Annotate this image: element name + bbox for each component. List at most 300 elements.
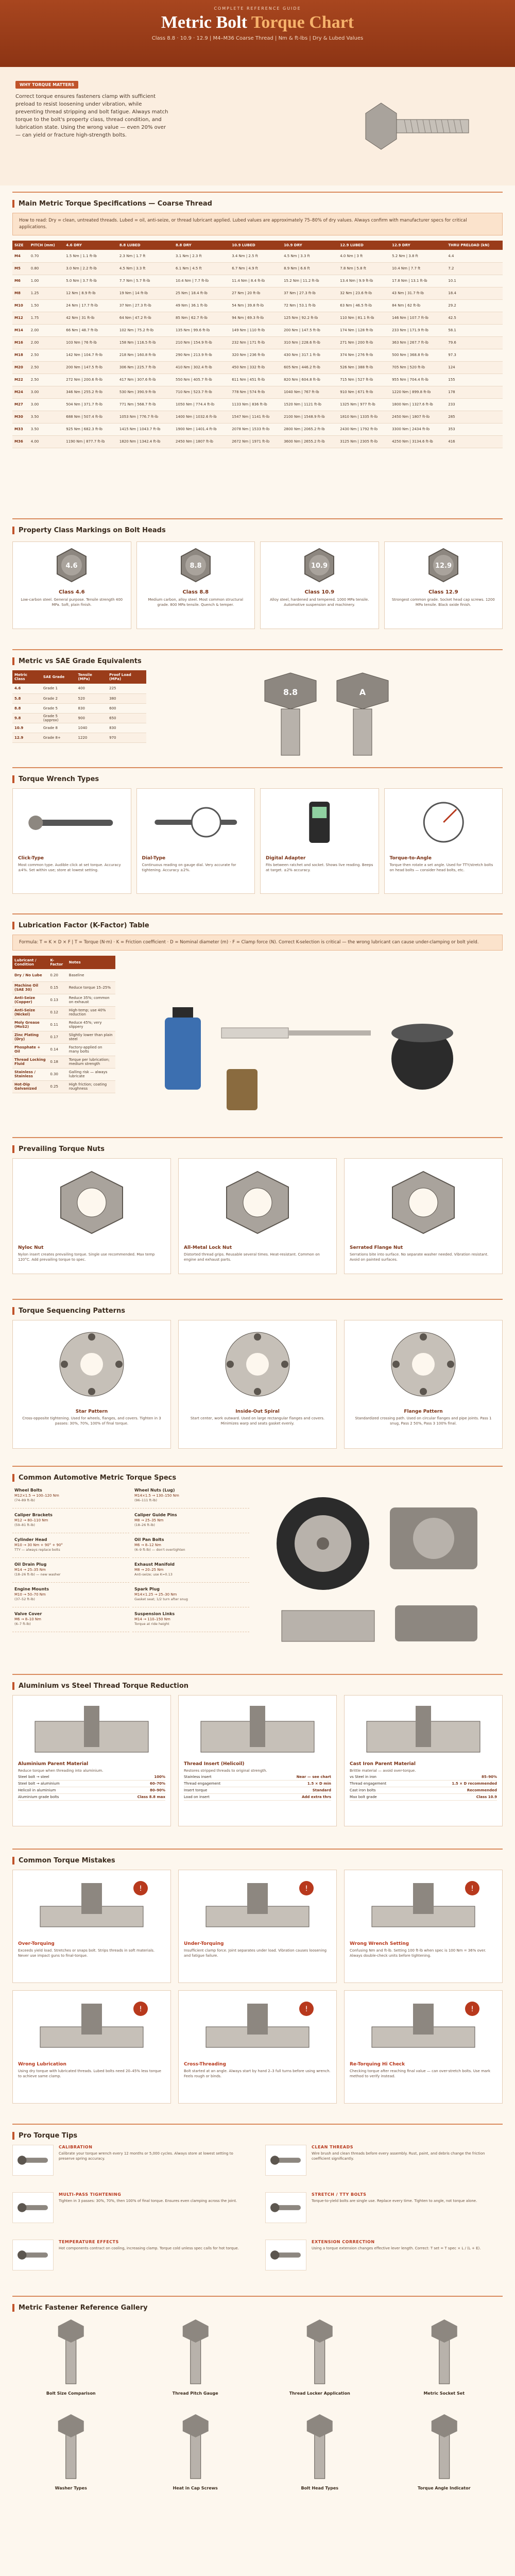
table-cell: 4.6 bbox=[12, 684, 41, 693]
table-cell: 84 Nm | 62 ft-lb bbox=[390, 299, 446, 312]
torque-wrench-icon bbox=[390, 794, 497, 851]
table-row bbox=[12, 349, 503, 361]
auto-spec-item bbox=[12, 1512, 129, 1533]
table-cell: 4.5 Nm | 3.3 ft bbox=[117, 262, 174, 275]
fastener-photo bbox=[386, 2317, 503, 2389]
table-row bbox=[12, 733, 146, 742]
table-cell: 7.2 bbox=[446, 262, 503, 275]
warning-illustration bbox=[350, 1875, 497, 1937]
table-row bbox=[12, 969, 115, 981]
spec-range: (74–89 ft-lb) bbox=[14, 1498, 35, 1502]
table-cell: 611 Nm | 451 ft-lb bbox=[230, 374, 282, 386]
gallery-item bbox=[261, 2317, 379, 2404]
table-row bbox=[12, 287, 503, 299]
alum-card bbox=[344, 1695, 503, 1826]
alum-name: Thread Insert (Helicoil) bbox=[184, 1761, 245, 1767]
wrench-card bbox=[136, 788, 255, 894]
auto-spec-item bbox=[12, 1611, 129, 1632]
table-cell: 10.1 bbox=[446, 275, 503, 287]
table-cell: 0.11 bbox=[48, 1019, 66, 1031]
alum-row bbox=[184, 1794, 331, 1801]
table-cell: 705 Nm | 520 ft-lb bbox=[390, 361, 446, 374]
table-cell: Grade 8+ bbox=[41, 733, 76, 742]
table-cell: 925 Nm | 682.3 ft-lb bbox=[64, 423, 117, 435]
warning-illustration bbox=[350, 1996, 497, 2058]
table-cell: Zinc Plating (Dry) bbox=[12, 1031, 48, 1043]
mistakes-section bbox=[0, 1850, 515, 2117]
spec-value: M8 → 20–25 Nm bbox=[134, 1568, 164, 1572]
spec-value: M14×1.25 → 25–30 Nm bbox=[134, 1592, 177, 1597]
sequence-name: Star Pattern bbox=[75, 1409, 108, 1414]
intro-text: Correct torque ensures fasteners clamp with sufficient preload to resist loosening under vibration, while preventing thread stripping and bolt fatigue. Always match torque to the bolt's property class, thread condition, and lubrication state. Using the wrong value — even 20% over — can yield or fracture high-strength bolts. bbox=[15, 94, 168, 138]
spec-range: TTY — always replace bolts bbox=[14, 1548, 60, 1552]
tip-item bbox=[12, 2240, 250, 2280]
wrench-name: Torque-to-Angle bbox=[389, 856, 432, 861]
sequence-desc: Start center, work outward. Used on large rectangular flanges and covers. Minimizes warp and seats gasket evenly. bbox=[190, 1416, 325, 1426]
table-header-row bbox=[12, 241, 503, 250]
wrench-icon bbox=[13, 2145, 53, 2175]
tip-icon bbox=[265, 2145, 306, 2176]
tip-text bbox=[312, 2145, 503, 2185]
table-cell: 2430 Nm | 1792 ft-lb bbox=[338, 423, 390, 435]
alum-row-label: Steel bolt → aluminium bbox=[18, 1782, 60, 1786]
auto-spec-item bbox=[12, 1536, 129, 1558]
auto-spec-item bbox=[132, 1487, 249, 1509]
table-cell: 1325 Nm | 977 ft-lb bbox=[338, 398, 390, 411]
table-cell: Slightly lower than plain steel bbox=[67, 1031, 115, 1043]
spec-range: (59–81 ft-lb) bbox=[14, 1523, 35, 1527]
section-title: Metric Fastener Reference Gallery bbox=[12, 2304, 503, 2312]
table-cell: 7.8 Nm | 5.8 ft bbox=[338, 262, 390, 275]
table-cell: 5.2 Nm | 3.8 ft bbox=[390, 250, 446, 262]
table-cell: 1133 Nm | 836 ft-lb bbox=[230, 398, 282, 411]
torque-wrench-icon bbox=[18, 794, 126, 851]
table-cell: M18 bbox=[12, 349, 29, 361]
table-cell: 410 Nm | 302.4 ft-lb bbox=[174, 361, 230, 374]
tip-icon bbox=[12, 2192, 54, 2223]
table-cell: 1.5 Nm | 1.1 ft-lb bbox=[64, 250, 117, 262]
nut-icon bbox=[18, 1164, 165, 1241]
table-cell: 1220 bbox=[76, 733, 108, 742]
table-cell: 1400 Nm | 1032.6 ft-lb bbox=[174, 411, 230, 423]
table-cell: 15.2 Nm | 11.2 ft-lb bbox=[282, 275, 338, 287]
alum-row bbox=[350, 1787, 497, 1794]
column-header: 10.9 LUBED bbox=[230, 241, 282, 250]
spec-range: (37–52 ft-lb) bbox=[14, 1597, 35, 1601]
table-cell: 8.8 bbox=[12, 703, 41, 713]
table-cell: 430 Nm | 317.1 ft-lb bbox=[282, 349, 338, 361]
sequence-diagram bbox=[385, 1326, 462, 1403]
table-cell: 1810 Nm | 1335 ft-lb bbox=[338, 411, 390, 423]
table-cell: High friction; coating roughness bbox=[67, 1080, 115, 1093]
column-header: 12.9 LUBED bbox=[338, 241, 390, 250]
table-cell: 0.30 bbox=[48, 1068, 66, 1080]
wrench-icon bbox=[13, 2193, 53, 2223]
alum-row bbox=[18, 1781, 165, 1787]
lube-note: Formula: T = K × D × F | T = Torque (N·m) · K = Friction coefficient · D = Nominal diameter (m) · F = Clamp force (N). Correct K-selection is critical — the wrong lubricant can cause under-clamping or bolt yield. bbox=[12, 935, 503, 951]
table-cell: 79.6 bbox=[446, 336, 503, 349]
nuts-row bbox=[12, 1158, 503, 1274]
class-card bbox=[384, 541, 503, 629]
table-cell: 125 Nm | 92.2 ft-lb bbox=[282, 312, 338, 324]
class-desc: Alloy steel, hardened and tempered. 1000 MPa tensile. Automotive suspension and machinery. bbox=[270, 598, 369, 607]
tip-item bbox=[12, 2192, 250, 2232]
torque-wrench-icon bbox=[266, 794, 373, 851]
svg-text:!: ! bbox=[305, 2005, 308, 2013]
mistake-name: Wrong Wrench Setting bbox=[350, 1941, 409, 1946]
table-cell: 450 Nm | 332 ft-lb bbox=[230, 361, 282, 374]
table-cell: 178 bbox=[446, 386, 503, 398]
table-cell: 3300 Nm | 2434 ft-lb bbox=[390, 423, 446, 435]
table-cell: 24 Nm | 17.7 ft-lb bbox=[64, 299, 117, 312]
intro-panel bbox=[0, 67, 515, 185]
table-cell: 600 bbox=[107, 703, 146, 713]
table-cell: 3.50 bbox=[29, 423, 64, 435]
table-cell: 1.00 bbox=[29, 275, 64, 287]
head-mark: 8.8 bbox=[283, 687, 298, 697]
alum-row-label: Thread engagement bbox=[184, 1782, 221, 1786]
automotive-illustration bbox=[256, 1487, 503, 1657]
table-cell: 2450 Nm | 1807 ft-lb bbox=[390, 411, 446, 423]
material-illustration bbox=[184, 1701, 331, 1757]
spec-name: Oil Drain Plug bbox=[14, 1562, 47, 1567]
column-header: Metric Class bbox=[12, 670, 41, 684]
table-cell: 158 Nm | 116.5 ft-lb bbox=[117, 336, 174, 349]
tip-title: STRETCH / TTY BOLTS bbox=[312, 2192, 367, 2197]
table-cell: Grade 5 bbox=[41, 703, 76, 713]
material-illustration bbox=[18, 1701, 165, 1757]
table-cell: M4 bbox=[12, 250, 29, 262]
spec-name: Spark Plug bbox=[134, 1587, 160, 1591]
table-cell: 218 Nm | 160.8 ft-lb bbox=[117, 349, 174, 361]
alum-desc: Restores stripped threads to original strength. bbox=[184, 1769, 267, 1773]
table-row bbox=[12, 1056, 115, 1068]
table-cell: 17.8 Nm | 13.1 ft-lb bbox=[390, 275, 446, 287]
alum-row-value: Standard bbox=[312, 1788, 331, 1792]
mistake-name: Re-Torquing Hi Check bbox=[350, 2062, 405, 2067]
table-cell: 0.20 bbox=[48, 969, 66, 981]
alum-row bbox=[184, 1787, 331, 1794]
spec-name: Caliper Brackets bbox=[14, 1513, 53, 1517]
alum-row-label: Thread engagement bbox=[350, 1782, 387, 1786]
class-mark: 10.9 bbox=[311, 562, 328, 570]
alum-row-label: Steel bolt → steel bbox=[18, 1775, 49, 1779]
gallery-item bbox=[386, 2412, 503, 2499]
gallery-item bbox=[12, 2317, 130, 2404]
table-cell: Grade 5 (approx) bbox=[41, 713, 76, 723]
tip-title: TEMPERATURE EFFECTS bbox=[59, 2240, 119, 2244]
spec-value: M6 → 8–12 Nm bbox=[134, 1543, 161, 1547]
spec-range: (6–9 ft-lb) — don't overtighten bbox=[134, 1548, 185, 1552]
table-cell: 710 Nm | 523.7 ft-lb bbox=[174, 386, 230, 398]
tip-desc: Using a torque extension changes effective lever length. Correct: T set = T spec × L / (L + E). bbox=[312, 2246, 481, 2250]
mistake-desc: Using dry torque with lubricated threads. Lubed bolts need 20–45% less torque to achieve same clamp. bbox=[18, 2069, 161, 2078]
alum-row-label: Helicoil in aluminium bbox=[18, 1788, 56, 1792]
nut-name: Serrated Flange Nut bbox=[350, 1245, 403, 1250]
svg-text:!: ! bbox=[139, 1885, 142, 1893]
table-cell: 2100 Nm | 1548.9 ft-lb bbox=[282, 411, 338, 423]
table-cell: 42.5 bbox=[446, 312, 503, 324]
table-cell: 3.50 bbox=[29, 411, 64, 423]
table-cell: Stainless / Stainless bbox=[12, 1068, 48, 1080]
table-cell: 174 Nm | 128 ft-lb bbox=[338, 324, 390, 336]
tip-icon bbox=[265, 2192, 306, 2223]
table-cell: 526 Nm | 388 ft-lb bbox=[338, 361, 390, 374]
classes-row bbox=[12, 539, 503, 631]
table-cell: 1520 Nm | 1121 ft-lb bbox=[282, 398, 338, 411]
table-cell: 32 Nm | 23.6 ft-lb bbox=[338, 287, 390, 299]
seq-section bbox=[0, 1300, 515, 1460]
table-cell: 900 bbox=[76, 713, 108, 723]
svg-text:!: ! bbox=[471, 2005, 474, 2013]
wrench-desc: Continuous reading on gauge dial. Very accurate for tightening. Accuracy ±2%. bbox=[142, 863, 236, 872]
table-row bbox=[12, 723, 146, 733]
spec-name: Oil Pan Bolts bbox=[134, 1537, 164, 1542]
sequence-row bbox=[12, 1320, 503, 1449]
table-cell: 12 Nm | 8.9 ft-lb bbox=[64, 287, 117, 299]
classes-section bbox=[0, 519, 515, 643]
table-cell: 10.9 bbox=[12, 723, 41, 733]
mistake-name: Over-Torquing bbox=[18, 1941, 55, 1946]
table-cell: 1190 Nm | 877.7 ft-lb bbox=[64, 435, 117, 448]
table-header-row bbox=[12, 956, 115, 969]
table-cell: 1415 Nm | 1043.7 ft-lb bbox=[117, 423, 174, 435]
auto-spec-item bbox=[132, 1611, 249, 1632]
alum-row-label: Cast iron bolts bbox=[350, 1788, 376, 1792]
tip-desc: Tighten in 3 passes: 30%, 70%, then 100% of final torque. Ensures even clamping across the joint. bbox=[59, 2199, 237, 2203]
table-cell: Reduce 45%; very slippery bbox=[67, 1019, 115, 1031]
wrench-icon bbox=[266, 2240, 306, 2270]
table-cell: 688 Nm | 507.4 ft-lb bbox=[64, 411, 117, 423]
wrench-section bbox=[0, 768, 515, 907]
table-cell: M27 bbox=[12, 398, 29, 411]
class-mark: 8.8 bbox=[190, 562, 202, 570]
table-cell: Grade 1 bbox=[41, 684, 76, 693]
table-cell: 2450 Nm | 1807 ft-lb bbox=[174, 435, 230, 448]
table-cell: 271 Nm | 200 ft-lb bbox=[338, 336, 390, 349]
alum-row-label: Stainless insert bbox=[184, 1775, 212, 1779]
class-name: Class 10.9 bbox=[304, 589, 335, 595]
table-cell: 94 Nm | 69.3 ft-lb bbox=[230, 312, 282, 324]
auto-spec-item bbox=[12, 1561, 129, 1583]
mistake-name: Wrong Lubrication bbox=[18, 2062, 66, 2067]
alum-row-value: Near — see chart bbox=[296, 1775, 331, 1779]
warning-illustration bbox=[184, 1996, 331, 2058]
table-row bbox=[12, 423, 503, 435]
section-title: Torque Wrench Types bbox=[12, 775, 503, 783]
table-row bbox=[12, 981, 115, 994]
table-cell: Reduce torque 15–25% bbox=[67, 981, 115, 994]
table-cell: 102 Nm | 75.2 ft-lb bbox=[117, 324, 174, 336]
table-cell: 85 Nm | 62.7 ft-lb bbox=[174, 312, 230, 324]
wrench-name: Click-Type bbox=[18, 856, 44, 861]
table-cell: 72 Nm | 53.1 ft-lb bbox=[282, 299, 338, 312]
alum-name: Cast Iron Parent Material bbox=[350, 1761, 416, 1767]
table-cell: Anti-Seize (Nickel) bbox=[12, 1006, 48, 1019]
table-cell: 417 Nm | 307.6 ft-lb bbox=[117, 374, 174, 386]
fastener-photo bbox=[386, 2412, 503, 2484]
tip-text bbox=[312, 2192, 477, 2232]
alum-row-label: Load on insert bbox=[184, 1795, 210, 1799]
spec-value: M10 → 30 Nm + 90° + 90° bbox=[14, 1543, 63, 1547]
table-cell: 3600 Nm | 2655.2 ft-lb bbox=[282, 435, 338, 448]
table-row bbox=[12, 1019, 115, 1031]
alum-row-value: 1.5 × D min bbox=[307, 1782, 331, 1786]
class-card bbox=[260, 541, 379, 629]
section-title: Common Automotive Metric Torque Specs bbox=[12, 1474, 503, 1482]
wrench-card bbox=[260, 788, 379, 894]
gallery-caption: Heat in Cap Screws bbox=[173, 2486, 218, 2490]
table-cell: M24 bbox=[12, 386, 29, 398]
fastener-photo bbox=[137, 2317, 254, 2389]
table-cell: 1053 Nm | 776.7 ft-lb bbox=[117, 411, 174, 423]
table-cell: 233 Nm | 171.9 ft-lb bbox=[390, 324, 446, 336]
gallery-item bbox=[261, 2412, 379, 2499]
table-row bbox=[12, 703, 146, 713]
tips-grid bbox=[12, 2145, 503, 2280]
column-header: Tensile (MPa) bbox=[76, 670, 108, 684]
spec-name: Valve Cover bbox=[14, 1612, 42, 1616]
spec-name: Suspension Links bbox=[134, 1612, 175, 1616]
table-cell: 0.80 bbox=[29, 262, 64, 275]
table-cell: 25 Nm | 18.4 ft-lb bbox=[174, 287, 230, 299]
table-cell: Grade 2 bbox=[41, 693, 76, 703]
table-cell: 225 bbox=[107, 684, 146, 693]
table-cell: M20 bbox=[12, 361, 29, 374]
table-cell: 1040 Nm | 767 ft-lb bbox=[282, 386, 338, 398]
wrench-icon bbox=[266, 2193, 306, 2223]
table-cell: 233 bbox=[446, 398, 503, 411]
spec-name: Wheel Bolts bbox=[14, 1488, 42, 1493]
table-row bbox=[12, 324, 503, 336]
table-cell: 7.7 Nm | 5.7 ft-lb bbox=[117, 275, 174, 287]
table-cell: 500 Nm | 368.8 ft-lb bbox=[390, 349, 446, 361]
bolt-illustration bbox=[360, 88, 474, 165]
sequence-card bbox=[12, 1320, 171, 1449]
tip-icon bbox=[12, 2145, 54, 2176]
table-cell: 830 bbox=[76, 703, 108, 713]
header bbox=[0, 0, 515, 67]
table-cell: 306 Nm | 225.7 ft-lb bbox=[117, 361, 174, 374]
fastener-photo bbox=[12, 2412, 130, 2484]
lubricant-illustration bbox=[126, 956, 503, 1126]
table-cell: 1.75 bbox=[29, 312, 64, 324]
mistake-desc: Bolt started at an angle. Always start by hand 2–3 full turns before using wrench. Feels rough or binds. bbox=[184, 2069, 331, 2078]
gallery-item bbox=[386, 2317, 503, 2404]
table-cell: High-temp; use 40% reduction bbox=[67, 1006, 115, 1019]
alum-row-value: 85–90% bbox=[482, 1775, 497, 1779]
table-header-row bbox=[12, 670, 146, 684]
tip-text bbox=[59, 2240, 239, 2280]
table-cell: 12.9 bbox=[12, 733, 41, 742]
spec-range: Torque at ride height bbox=[134, 1622, 169, 1626]
table-cell: 4.5 Nm | 3.3 ft bbox=[282, 250, 338, 262]
column-header: 12.9 DRY bbox=[390, 241, 446, 250]
table-cell: 2.00 bbox=[29, 324, 64, 336]
fastener-photo bbox=[261, 2317, 379, 2389]
table-cell: 4250 Nm | 3134.6 ft-lb bbox=[390, 435, 446, 448]
auto-spec-item bbox=[132, 1512, 249, 1533]
table-row bbox=[12, 336, 503, 349]
class-desc: Medium carbon, alloy steel. Most common structural grade. 800 MPa tensile. Quench & temper. bbox=[148, 598, 244, 607]
table-cell: M22 bbox=[12, 374, 29, 386]
auto-specs bbox=[12, 1487, 249, 1657]
mistake-desc: Insufficient clamp force. Joint separates under load. Vibration causes loosening and fatigue failure. bbox=[184, 1948, 327, 1958]
main-note: How to read: Dry = clean, untreated threads. Lubed = oil, anti-seize, or thread lubricant applied. Lubed values are approximately 75–80% of dry values. Always confirm with manufacturer specs for critical applications. bbox=[12, 213, 503, 235]
table-cell: 374 Nm | 276 ft-lb bbox=[338, 349, 390, 361]
table-cell: 310 Nm | 228.6 ft-lb bbox=[282, 336, 338, 349]
class-card bbox=[136, 541, 255, 629]
spec-name: Wheel Nuts (Lug) bbox=[134, 1488, 175, 1493]
column-header: Lubricant / Condition bbox=[12, 956, 48, 969]
title-part: Metric Bolt bbox=[161, 13, 251, 32]
bolt-heads-illustration bbox=[162, 670, 430, 758]
class-name: Class 12.9 bbox=[428, 589, 458, 595]
table-cell: Hot-Dip Galvanized bbox=[12, 1080, 48, 1093]
gallery-caption: Bolt Head Types bbox=[301, 2486, 339, 2490]
tip-desc: Torque-to-yield bolts are single use. Replace every time. Tighten to angle, not torque alone. bbox=[312, 2199, 477, 2203]
class-name: Class 8.8 bbox=[182, 589, 209, 595]
table-row bbox=[12, 275, 503, 287]
gallery-caption: Thread Pitch Gauge bbox=[172, 2391, 218, 2396]
mistake-desc: Confusing Nm and ft-lb. Setting 100 ft-lb when spec is 100 Nm = 36% over. Always double-check units before tightening. bbox=[350, 1948, 486, 1958]
table-row bbox=[12, 1080, 115, 1093]
spec-name: Exhaust Manifold bbox=[134, 1562, 175, 1567]
alum-desc: Brittle material — avoid over-torque. bbox=[350, 1769, 416, 1773]
column-header: THRU PRELOAD (kN) bbox=[446, 241, 503, 250]
table-cell: 42 Nm | 31 ft-lb bbox=[64, 312, 117, 324]
table-cell: M14 bbox=[12, 324, 29, 336]
table-cell: 1547 Nm | 1141 ft-lb bbox=[230, 411, 282, 423]
section-title: Lubrication Factor (K-Factor) Table bbox=[12, 922, 503, 929]
tip-title: CLEAN THREADS bbox=[312, 2145, 353, 2149]
table-cell: 18.4 bbox=[446, 287, 503, 299]
table-row bbox=[12, 262, 503, 275]
mistake-desc: Exceeds yield load. Stretches or snaps bolt. Strips threads in soft materials. Never use impact guns to final-torque. bbox=[18, 1948, 155, 1958]
table-cell: 6.7 Nm | 4.9 ft bbox=[230, 262, 282, 275]
fastener-photo bbox=[12, 2317, 130, 2389]
table-cell: 1820 Nm | 1342.4 ft-lb bbox=[117, 435, 174, 448]
lube-section bbox=[0, 914, 515, 1131]
table-cell: 63 Nm | 46.5 ft-lb bbox=[338, 299, 390, 312]
table-cell: 6.1 Nm | 4.5 ft bbox=[174, 262, 230, 275]
table-cell: 400 bbox=[76, 684, 108, 693]
table-cell: 346 Nm | 255.2 ft-lb bbox=[64, 386, 117, 398]
table-cell: Anti-Seize (Copper) bbox=[12, 994, 48, 1006]
alum-row bbox=[184, 1774, 331, 1781]
alum-row bbox=[350, 1781, 497, 1787]
table-cell: 37 Nm | 27.3 ft-lb bbox=[117, 299, 174, 312]
wrench-icon bbox=[13, 2240, 53, 2270]
wrench-row bbox=[12, 788, 503, 894]
tip-title: MULTI-PASS TIGHTENING bbox=[59, 2192, 122, 2197]
warning-illustration bbox=[18, 1996, 165, 2058]
table-cell: 4.00 bbox=[29, 435, 64, 448]
spec-value: M12×1.5 → 100–120 Nm bbox=[14, 1494, 59, 1498]
column-header: 4.6 DRY bbox=[64, 241, 117, 250]
table-cell: 2.3 Nm | 1.7 ft bbox=[117, 250, 174, 262]
table-row bbox=[12, 994, 115, 1006]
table-cell: 0.17 bbox=[48, 1031, 66, 1043]
auto-spec-item bbox=[12, 1487, 129, 1509]
table-cell: 416 bbox=[446, 435, 503, 448]
class-desc: Strongest common grade. Socket head cap screws. 1200 MPa tensile. Black oxide finish. bbox=[391, 598, 495, 607]
table-cell: 64 Nm | 47.2 ft-lb bbox=[117, 312, 174, 324]
nut-icon bbox=[350, 1164, 497, 1241]
table-row bbox=[12, 1031, 115, 1043]
table-row bbox=[12, 386, 503, 398]
table-cell: 4.4 bbox=[446, 250, 503, 262]
